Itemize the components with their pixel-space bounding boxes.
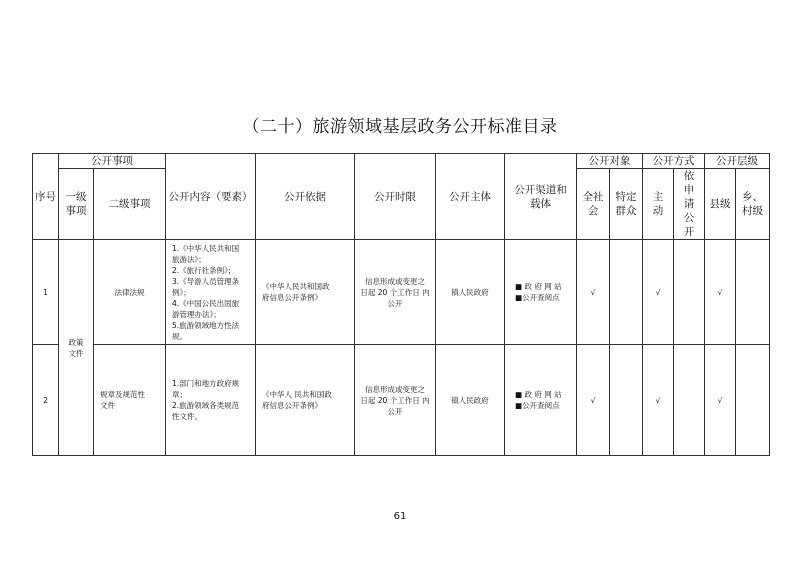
header-method-active: 主动 xyxy=(643,169,674,240)
row-seq: 1 xyxy=(33,240,59,345)
row-tier-village xyxy=(736,345,770,456)
header-subject: 公开主体 xyxy=(436,154,505,240)
header-target-group: 公开对象 xyxy=(577,154,643,169)
row-method-request xyxy=(674,240,705,345)
header-items-group: 公开事项 xyxy=(59,154,166,169)
row-tier-county-check: √ xyxy=(705,345,736,456)
page-number: 61 xyxy=(393,511,407,522)
header-level2: 二级事项 xyxy=(94,169,166,240)
header-method-request: 依申请公开 xyxy=(674,169,705,240)
standard-catalog-table xyxy=(32,153,770,456)
row-target-specific xyxy=(610,240,643,345)
row-method-active-check: √ xyxy=(643,240,674,345)
row-method-request xyxy=(674,345,705,456)
row-tier-village xyxy=(736,240,770,345)
row-level2: 规章及规范性 文件 xyxy=(94,345,166,456)
row-subject: 镇人民政府 xyxy=(436,240,505,345)
header-tier-group: 公开层级 xyxy=(705,154,770,169)
row-seq: 2 xyxy=(33,345,59,456)
header-content: 公开内容（要素） xyxy=(166,154,256,240)
header-target-specific: 特定群众 xyxy=(610,169,643,240)
header-method-group: 公开方式 xyxy=(643,154,705,169)
header-row-1 xyxy=(33,154,770,169)
header-tier-village: 乡、村级 xyxy=(736,169,770,240)
row-basis: 《中华人 民共和国政 府信息公开条例》 xyxy=(256,345,355,456)
row-method-active-check: √ xyxy=(643,345,674,456)
header-seq: 序号 xyxy=(33,154,59,240)
row-content: 1.《中华人民共和国 旅游法》； 2.《旅行社条例》； 3.《导游人员管理条 例》； 4.《中国公民出国旅 游管理办法》； 5.旅游领域地方性法 规。 xyxy=(166,240,256,345)
row-level2: 法律法规 xyxy=(94,240,166,345)
table-row xyxy=(33,240,770,345)
header-basis: 公开依据 xyxy=(256,154,355,240)
table-row xyxy=(33,345,770,456)
row-target-all-check: √ xyxy=(577,345,610,456)
row-target-all-check: √ xyxy=(577,240,610,345)
row-target-specific xyxy=(610,345,643,456)
row-channel: ■ 政 府 网 站 ■公开查阅点 xyxy=(505,345,577,456)
row-content: 1.部门和地方政府规 章； 2.旅游领域各类规范 性文件。 xyxy=(166,345,256,456)
page-title: （二十）旅游领域基层政务公开标准目录 xyxy=(242,117,558,137)
level1-cell: 政策文件 xyxy=(59,240,94,456)
header-target-all: 全社会 xyxy=(577,169,610,240)
row-tier-county-check: √ xyxy=(705,240,736,345)
row-channel: ■ 政 府 网 站 ■公开查阅点 xyxy=(505,240,577,345)
header-tier-county: 县级 xyxy=(705,169,736,240)
row-subject: 镇人民政府 xyxy=(436,345,505,456)
row-basis: 《中华人民共和国政 府信息公开条例》 xyxy=(256,240,355,345)
header-level1: 一级事项 xyxy=(59,169,94,240)
header-time: 公开时限 xyxy=(355,154,436,240)
row-time: 信息形成或变更之 日起 20 个工作日 内 公开 xyxy=(355,240,436,345)
header-channel: 公开渠道和载体 xyxy=(505,154,577,240)
row-time: 信息形成或变更之 日起 20 个工作日 内 公开 xyxy=(355,345,436,456)
